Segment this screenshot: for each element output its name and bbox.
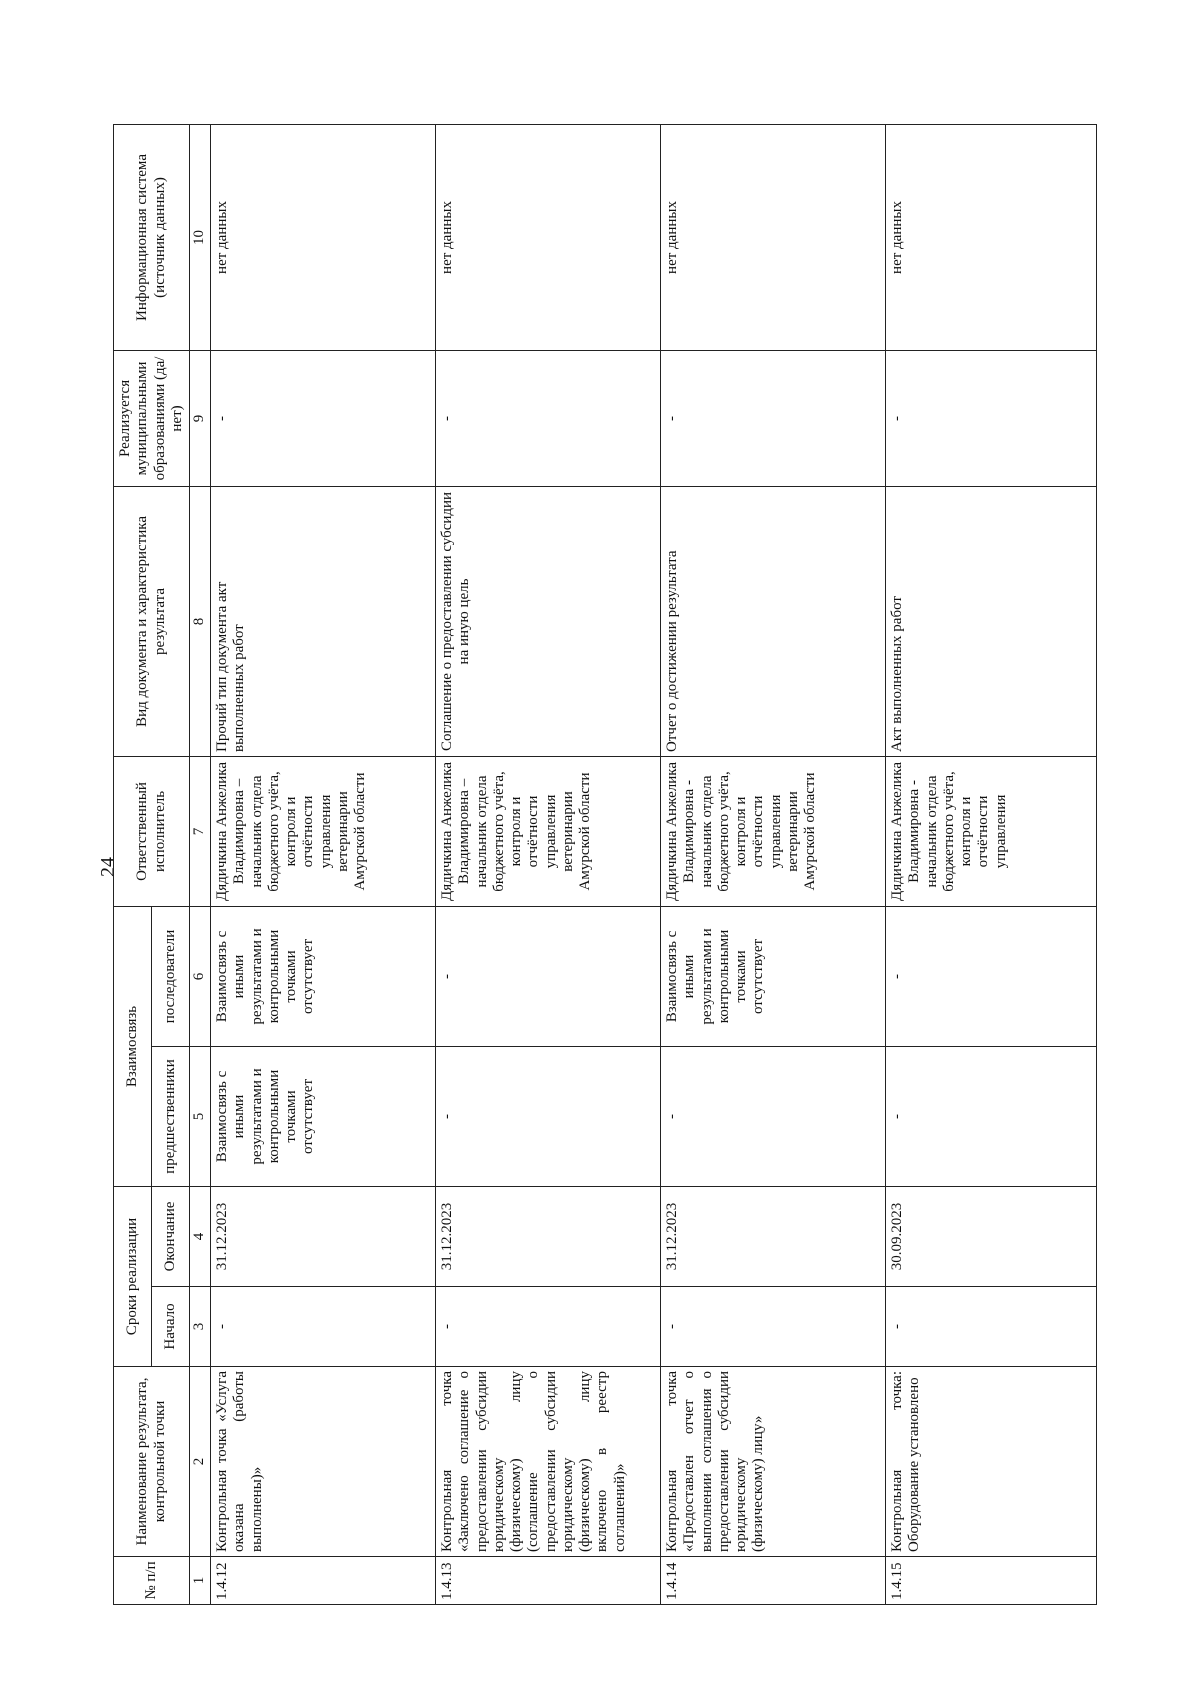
row-doc-type: Отчет о достижении результата bbox=[661, 486, 886, 756]
column-number: 5 bbox=[190, 1046, 211, 1186]
row-info-system: нет данных bbox=[436, 124, 661, 350]
row-municipal: - bbox=[661, 350, 886, 486]
column-number: 10 bbox=[190, 124, 211, 350]
column-number: 9 bbox=[190, 350, 211, 486]
row-name: Контрольная точка «Заключено соглашение о предоставлении субсидии юридическому (физическому) лицу (соглашение о предоставлении субсидии юридическому (физическому) лицу включено в реестр соглашений)» bbox=[436, 1367, 661, 1557]
row-responsible: Дядичкина Анжелика Владимировна - начальник отдела бюджетного учёта, контроля и отчётности управления bbox=[886, 756, 1097, 906]
table-row bbox=[436, 124, 661, 1604]
row-doc-type: Соглашение о предоставлении субсидии на иную цель bbox=[436, 486, 661, 756]
table-row bbox=[211, 124, 436, 1604]
row-predecessors: - bbox=[436, 1046, 661, 1186]
page-number: 24 bbox=[97, 857, 119, 877]
row-info-system: нет данных bbox=[661, 124, 886, 350]
implementation-plan-table bbox=[113, 124, 1097, 1605]
row-num: 1.4.14 bbox=[661, 1557, 886, 1605]
row-num: 1.4.15 bbox=[886, 1557, 1097, 1605]
header-start: Начало bbox=[152, 1287, 190, 1367]
row-municipal: - bbox=[436, 350, 661, 486]
header-successors: последователи bbox=[152, 906, 190, 1046]
row-doc-type: Прочий тип документа акт выполненных работ bbox=[211, 486, 436, 756]
row-end: 31.12.2023 bbox=[211, 1186, 436, 1286]
rotated-table-container bbox=[113, 125, 1153, 1605]
row-successors: - bbox=[436, 906, 661, 1046]
column-number: 3 bbox=[190, 1287, 211, 1367]
header-responsible: Ответственный исполнитель bbox=[114, 756, 190, 906]
row-info-system: нет данных bbox=[886, 124, 1097, 350]
row-municipal: - bbox=[886, 350, 1097, 486]
header-end: Окончание bbox=[152, 1186, 190, 1286]
table-row bbox=[886, 124, 1097, 1604]
row-responsible: Дядичкина Анжелика Владимировна – начальник отдела бюджетного учёта, контроля и отчётности управления ветеринарии Амурской области bbox=[211, 756, 436, 906]
row-start: - bbox=[436, 1287, 661, 1367]
row-start: - bbox=[886, 1287, 1097, 1367]
row-name: Контрольная точка: Оборудование установлено bbox=[886, 1367, 1097, 1557]
table-row bbox=[661, 124, 886, 1604]
column-number: 8 bbox=[190, 486, 211, 756]
column-number: 2 bbox=[190, 1367, 211, 1557]
row-num: 1.4.12 bbox=[211, 1557, 436, 1605]
row-successors: Взаимосвязь с иными результатами и контрольными точками отсутствует bbox=[211, 906, 436, 1046]
row-predecessors: - bbox=[661, 1046, 886, 1186]
row-end: 31.12.2023 bbox=[436, 1186, 661, 1286]
header-municipal: Реализуется муниципальными образованиями (да/нет) bbox=[114, 350, 190, 486]
row-num: 1.4.13 bbox=[436, 1557, 661, 1605]
header-num: № п/п bbox=[114, 1557, 190, 1605]
row-name: Контрольная точка «Услуга оказана (работы выполнены)» bbox=[211, 1367, 436, 1557]
row-responsible: Дядичкина Анжелика Владимировна - начальник отдела бюджетного учёта, контроля и отчётности управления ветеринарии Амурской области bbox=[661, 756, 886, 906]
column-number: 4 bbox=[190, 1186, 211, 1286]
row-info-system: нет данных bbox=[211, 124, 436, 350]
row-start: - bbox=[661, 1287, 886, 1367]
row-successors: Взаимосвязь с иными результатами и контрольными точками отсутствует bbox=[661, 906, 886, 1046]
header-info-system: Информационная система (источник данных) bbox=[114, 124, 190, 350]
header-predecessors: предшественники bbox=[152, 1046, 190, 1186]
row-successors: - bbox=[886, 906, 1097, 1046]
row-responsible: Дядичкина Анжелика Владимировна – начальник отдела бюджетного учёта, контроля и отчётности управления ветеринарии Амурской области bbox=[436, 756, 661, 906]
header-terms: Сроки реализации bbox=[114, 1186, 152, 1366]
column-number-row bbox=[190, 124, 211, 1604]
row-name: Контрольная точка «Предоставлен отчет о выполнении соглашения о предоставлении субсидии юридическому (физическому) лицу» bbox=[661, 1367, 886, 1557]
row-end: 30.09.2023 bbox=[886, 1186, 1097, 1286]
column-number: 7 bbox=[190, 756, 211, 906]
column-number: 1 bbox=[190, 1557, 211, 1605]
row-end: 31.12.2023 bbox=[661, 1186, 886, 1286]
header-name: Наименование результата, контрольной точки bbox=[114, 1367, 190, 1557]
row-municipal: - bbox=[211, 350, 436, 486]
row-start: - bbox=[211, 1287, 436, 1367]
header-row-1 bbox=[114, 124, 152, 1604]
row-doc-type: Акт выполненных работ bbox=[886, 486, 1097, 756]
header-doc-type: Вид документа и характеристика результата bbox=[114, 486, 190, 756]
column-number: 6 bbox=[190, 906, 211, 1046]
row-predecessors: Взаимосвязь с иными результатами и контрольными точками отсутствует bbox=[211, 1046, 436, 1186]
row-predecessors: - bbox=[886, 1046, 1097, 1186]
header-relation: Взаимосвязь bbox=[114, 906, 152, 1186]
